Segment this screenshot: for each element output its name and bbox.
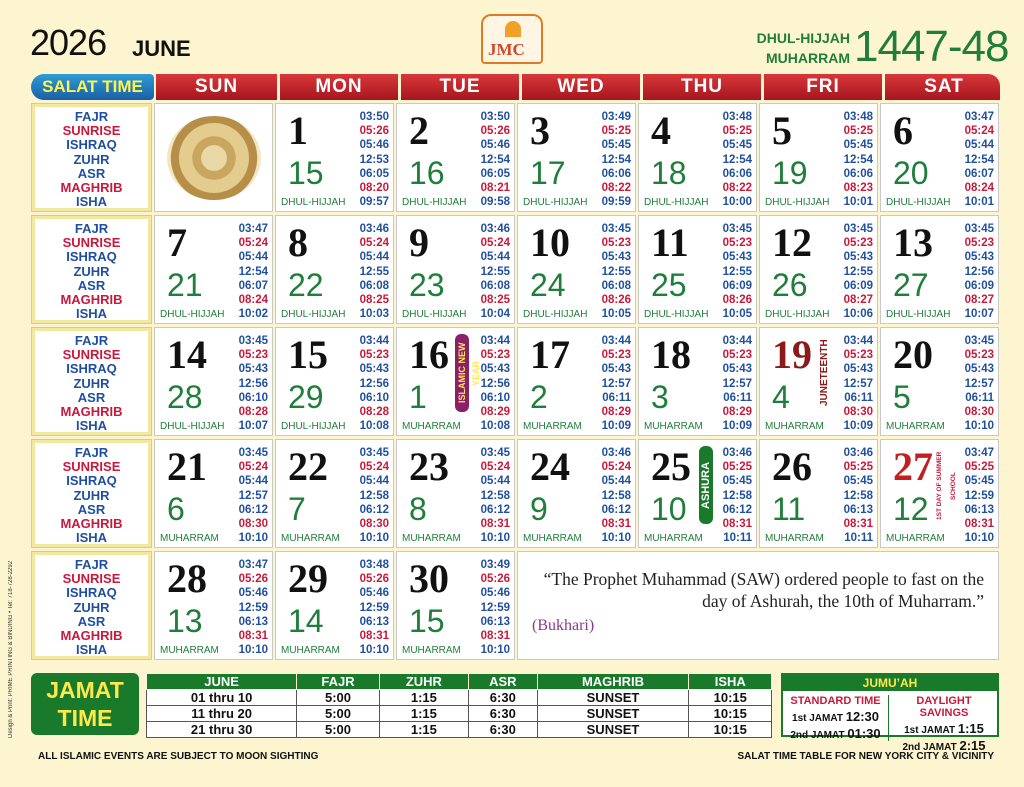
hijri-date: 26: [772, 267, 808, 303]
table-row: 01 thru 10 5:00 1:15 6:30 SUNSET 10:15: [147, 690, 772, 706]
prayer-times: 03:44 05:23 05:43 12:57 06:11 08:29 10:09: [722, 335, 752, 433]
hijri-date: 21: [167, 267, 203, 303]
prayer-times: 03:50 05:26 05:46 12:53 06:05 08:20 09:57: [359, 111, 389, 209]
hijri-month: MUHARRAM: [402, 533, 461, 544]
hijri-month: MUHARRAM: [281, 645, 340, 656]
day-cell: [275, 215, 394, 324]
gregorian-date: 26: [772, 444, 812, 489]
day-cell: [638, 103, 757, 212]
gregorian-date: 2: [409, 108, 429, 153]
printer-credit: Design & Print: PRIME PRINTING & BINDING • Tel: 718-728-2292: [8, 560, 14, 738]
hijri-date: 5: [893, 379, 911, 415]
prayer-times: 03:45 05:23 05:43 12:56 06:09 08:27 10:07: [964, 223, 994, 321]
hijri-month: DHUL-HIJJAH: [160, 309, 225, 320]
day-cell: [759, 215, 878, 324]
weekday-fri: FRI: [761, 74, 882, 100]
hijri-date: 15: [288, 155, 324, 191]
hijri-date: 27: [893, 267, 929, 303]
gregorian-date: 4: [651, 108, 671, 153]
footer-moon-note: ALL ISLAMIC EVENTS ARE SUBJECT TO MOON SIGHTING: [38, 751, 319, 762]
hijri-month: MUHARRAM: [160, 645, 219, 656]
jamat-time-label: JAMAT TIME: [31, 673, 139, 735]
weekday-sat: SAT: [882, 74, 1003, 100]
hijri-month: MUHARRAM: [402, 645, 461, 656]
gregorian-date: 3: [530, 108, 550, 153]
prayer-times: 03:45 05:23 05:43 12:55 06:08 08:26 10:05: [601, 223, 631, 321]
hijri-date: 24: [530, 267, 566, 303]
prayer-times: 03:46 05:25 05:45 12:58 06:12 08:31 10:11: [722, 447, 752, 545]
day-cell: [517, 215, 636, 324]
gregorian-date: 1: [288, 108, 308, 153]
hijri-month: MUHARRAM: [765, 421, 824, 432]
salat-time-label: SALAT TIME: [31, 74, 154, 100]
prayer-times: 03:48 05:26 05:46 12:59 06:13 08:31 10:10: [359, 559, 389, 657]
prayer-times: 03:44 05:23 05:43 12:56 06:10 08:29 10:08: [480, 335, 510, 433]
hadith-quote: “The Prophet Muhammad (SAW) ordered people to fast on the day of Ashurah, the 10th of Muharram.” (Bukhari): [517, 551, 999, 660]
weekday-mon: MON: [277, 74, 398, 100]
day-cell: [154, 327, 273, 436]
hijri-month: MUHARRAM: [160, 533, 219, 544]
gregorian-date: 11: [651, 220, 689, 265]
hijri-date: 12: [893, 491, 929, 527]
jamat-header: ASR: [469, 674, 538, 690]
day-cell: [880, 103, 999, 212]
day-cell: [517, 103, 636, 212]
hijri-month: DHUL-HIJJAH: [886, 309, 951, 320]
hijri-month: MUHARRAM: [644, 421, 703, 432]
prayer-times: 03:48 05:25 05:45 12:54 06:06 08:23 10:01: [843, 111, 873, 209]
prayer-times: 03:45 05:24 05:44 12:57 06:12 08:30 10:10: [238, 447, 268, 545]
hijri-date: 7: [288, 491, 306, 527]
jmc-logo: JMC: [481, 14, 543, 64]
prayer-times: 03:46 05:24 05:44 12:55 06:08 08:25 10:03: [359, 223, 389, 321]
calendar-year: 2026: [30, 22, 107, 63]
gregorian-date: 25: [651, 444, 691, 489]
prayer-times: 03:49 05:26 05:46 12:59 06:13 08:31 10:10: [480, 559, 510, 657]
weekday-tue: TUE: [398, 74, 519, 100]
jamat-table: [146, 673, 772, 737]
ornament-cell: [154, 103, 273, 212]
hijri-date: 22: [288, 267, 324, 303]
day-cell: [275, 103, 394, 212]
weekday-sun: SUN: [194, 76, 239, 97]
prayer-labels: FAJR SUNRISE ISHRAQ ZUHR ASR MAGHRIB ISHA: [31, 215, 152, 324]
prayer-times: 03:47 05:25 05:45 12:59 06:13 08:31 10:10: [964, 447, 994, 545]
weekday-header: [156, 74, 1000, 100]
hijri-date: 1: [409, 379, 427, 415]
prayer-labels: FAJR SUNRISE ISHRAQ ZUHR ASR MAGHRIB ISHA: [31, 103, 152, 212]
jamat-header: JUNE: [147, 674, 297, 690]
gregorian-date: 20: [893, 332, 933, 377]
prayer-times: 03:44 05:23 05:43 12:57 06:11 08:29 10:09: [601, 335, 631, 433]
hijri-month: DHUL-HIJJAH: [281, 309, 346, 320]
gregorian-date: 21: [167, 444, 207, 489]
jamat-header: FAJR: [297, 674, 379, 690]
hijri-month: DHUL-HIJJAH: [402, 197, 467, 208]
hijri-year: 1447-48: [854, 22, 1009, 71]
day-cell: [275, 327, 394, 436]
day-cell: [759, 327, 878, 436]
gregorian-date: 19: [772, 332, 812, 377]
hijri-month: DHUL-HIJJAH: [523, 197, 588, 208]
day-cell: [396, 551, 515, 660]
standard-time: STANDARD TIME 1st JAMAT 12:30 2nd JAMAT 01:30: [783, 695, 889, 741]
hijri-month: MUHARRAM: [523, 533, 582, 544]
day-cell: [396, 215, 515, 324]
hijri-month: MUHARRAM: [765, 533, 824, 544]
gregorian-date: 29: [288, 556, 328, 601]
footer-city-note: SALAT TIME TABLE FOR NEW YORK CITY & VICINITY: [737, 751, 994, 762]
jamat-header: ZUHR: [379, 674, 468, 690]
day-cell: [396, 103, 515, 212]
gregorian-date: 23: [409, 444, 449, 489]
hijri-date: 13: [167, 603, 203, 639]
jamat-header: MAGHRIB: [537, 674, 689, 690]
prayer-times: 03:45 05:23 05:43 12:55 06:09 08:26 10:05: [722, 223, 752, 321]
quote-source: (Bukhari): [532, 617, 595, 634]
prayer-times: 03:48 05:25 05:45 12:54 06:06 08:22 10:00: [722, 111, 752, 209]
prayer-times: 03:47 05:24 05:44 12:54 06:07 08:24 10:01: [964, 111, 994, 209]
prayer-times: 03:44 05:23 05:43 12:57 06:11 08:30 10:09: [843, 335, 873, 433]
hijri-date: 8: [409, 491, 427, 527]
prayer-times: 03:44 05:23 05:43 12:56 06:10 08:28 10:08: [359, 335, 389, 433]
star-ornament-icon: [167, 116, 261, 200]
hijri-month: MUHARRAM: [886, 533, 945, 544]
hijri-date: 4: [772, 379, 790, 415]
event-note: 1ST DAY OF SUMMER SCHOOL: [936, 451, 957, 521]
gregorian-date: 22: [288, 444, 328, 489]
table-row: 11 thru 20 5:00 1:15 6:30 SUNSET 10:15: [147, 706, 772, 722]
day-cell: [275, 551, 394, 660]
hijri-date: 11: [772, 491, 806, 527]
event-note: ISLAMIC NEW YEAR: [455, 334, 469, 412]
day-cell: [154, 551, 273, 660]
hijri-month: MUHARRAM: [281, 533, 340, 544]
hijri-date: 16: [409, 155, 445, 191]
day-cell: [517, 439, 636, 548]
prayer-times: 03:45 05:23 05:43 12:57 06:11 08:30 10:10: [964, 335, 994, 433]
hijri-date: 28: [167, 379, 203, 415]
prayer-labels: FAJR SUNRISE ISHRAQ ZUHR ASR MAGHRIB ISHA: [31, 439, 152, 548]
gregorian-date: 28: [167, 556, 207, 601]
gregorian-date: 5: [772, 108, 792, 153]
prayer-times: 03:45 05:24 05:44 12:58 06:12 08:30 10:10: [359, 447, 389, 545]
hijri-month: MUHARRAM: [523, 421, 582, 432]
hijri-month: DHUL-HIJJAH: [886, 197, 951, 208]
table-row: 21 thru 30 5:00 1:15 6:30 SUNSET 10:15: [147, 722, 772, 738]
hijri-month: DHUL-HIJJAH: [281, 197, 346, 208]
prayer-times: 03:46 05:25 05:45 12:58 06:13 08:31 10:11: [843, 447, 873, 545]
hijri-date: 29: [288, 379, 324, 415]
hijri-date: 9: [530, 491, 548, 527]
day-cell: [638, 215, 757, 324]
hijri-months: DHUL-HIJJAH MUHARRAM: [756, 30, 850, 66]
day-cell: [638, 327, 757, 436]
hijri-date: 20: [893, 155, 929, 191]
hijri-date: 23: [409, 267, 445, 303]
hijri-date: 3: [651, 379, 669, 415]
prayer-times: 03:45 05:24 05:44 12:58 06:12 08:31 10:10: [480, 447, 510, 545]
prayer-labels: FAJR SUNRISE ISHRAQ ZUHR ASR MAGHRIB ISHA: [31, 327, 152, 436]
day-cell: [880, 215, 999, 324]
day-cell: [517, 327, 636, 436]
gregorian-date: 16: [409, 332, 449, 377]
weekday-wed: WED: [519, 74, 640, 100]
hijri-month: DHUL-HIJJAH: [644, 197, 709, 208]
gregorian-date: 12: [772, 220, 812, 265]
prayer-labels: FAJR SUNRISE ISHRAQ ZUHR ASR MAGHRIB ISHA: [31, 551, 152, 660]
calendar-grid: [31, 103, 999, 660]
prayer-times: 03:47 05:24 05:44 12:54 06:07 08:24 10:02: [238, 223, 268, 321]
dome-icon: [505, 21, 521, 37]
hijri-date: 15: [409, 603, 445, 639]
day-cell: [275, 439, 394, 548]
gregorian-date: 17: [530, 332, 570, 377]
day-cell: [759, 439, 878, 548]
jumuah-box: [781, 673, 999, 753]
hijri-date: 6: [167, 491, 185, 527]
hijri-date: 17: [530, 155, 566, 191]
jumuah-title: JUMU’AH: [783, 675, 997, 691]
prayer-times: 03:46 05:24 05:44 12:58 06:12 08:31 10:10: [601, 447, 631, 545]
gregorian-date: 18: [651, 332, 691, 377]
weekday-thu: THU: [640, 74, 761, 100]
day-cell: [396, 439, 515, 548]
daylight-savings: DAYLIGHT SAVINGS 1st JAMAT 1:15 2nd JAMAT 2:15: [902, 695, 986, 753]
gregorian-date: 8: [288, 220, 308, 265]
hijri-date: 10: [651, 491, 687, 527]
hijri-date: 14: [288, 603, 324, 639]
prayer-times: 03:45 05:23 05:43 12:55 06:09 08:27 10:06: [843, 223, 873, 321]
hijri-month: DHUL-HIJJAH: [765, 309, 830, 320]
hijri-date: 2: [530, 379, 548, 415]
hijri-month: MUHARRAM: [644, 533, 703, 544]
prayer-times: 03:46 05:24 05:44 12:55 06:08 08:25 10:04: [480, 223, 510, 321]
prayer-times: 03:50 05:26 05:46 12:54 06:05 08:21 09:58: [480, 111, 510, 209]
hijri-month: MUHARRAM: [402, 421, 461, 432]
day-cell: [880, 439, 999, 548]
gregorian-date: 9: [409, 220, 429, 265]
hijri-month: MUHARRAM: [886, 421, 945, 432]
gregorian-date: 6: [893, 108, 913, 153]
gregorian-date: 27: [893, 444, 933, 489]
day-cell: [759, 103, 878, 212]
day-cell: [880, 327, 999, 436]
calendar-month: JUNE: [132, 36, 191, 61]
day-cell: [638, 439, 757, 548]
event-note: ASHURA: [699, 446, 713, 524]
gregorian-date: 15: [288, 332, 328, 377]
hijri-date: 18: [651, 155, 687, 191]
hijri-month: DHUL-HIJJAH: [644, 309, 709, 320]
hijri-month: DHUL-HIJJAH: [402, 309, 467, 320]
prayer-times: 03:47 05:26 05:46 12:59 06:13 08:31 10:10: [238, 559, 268, 657]
hijri-month: DHUL-HIJJAH: [523, 309, 588, 320]
hijri-month: DHUL-HIJJAH: [160, 421, 225, 432]
gregorian-date: 10: [530, 220, 570, 265]
gregorian-date: 24: [530, 444, 570, 489]
day-cell: [154, 215, 273, 324]
gregorian-date: 30: [409, 556, 449, 601]
gregorian-date: 13: [893, 220, 933, 265]
prayer-times: 03:49 05:25 05:45 12:54 06:06 08:22 09:59: [601, 111, 631, 209]
prayer-times: 03:45 05:23 05:43 12:56 06:10 08:28 10:07: [238, 335, 268, 433]
hijri-month: DHUL-HIJJAH: [281, 421, 346, 432]
hijri-month: DHUL-HIJJAH: [765, 197, 830, 208]
jamat-header: ISHA: [689, 674, 772, 690]
event-note: JUNETEENTH: [819, 339, 830, 407]
gregorian-date: 14: [167, 332, 207, 377]
day-cell: [154, 439, 273, 548]
hijri-date: 25: [651, 267, 687, 303]
gregorian-date: 7: [167, 220, 187, 265]
day-cell: [396, 327, 515, 436]
hijri-date: 19: [772, 155, 808, 191]
